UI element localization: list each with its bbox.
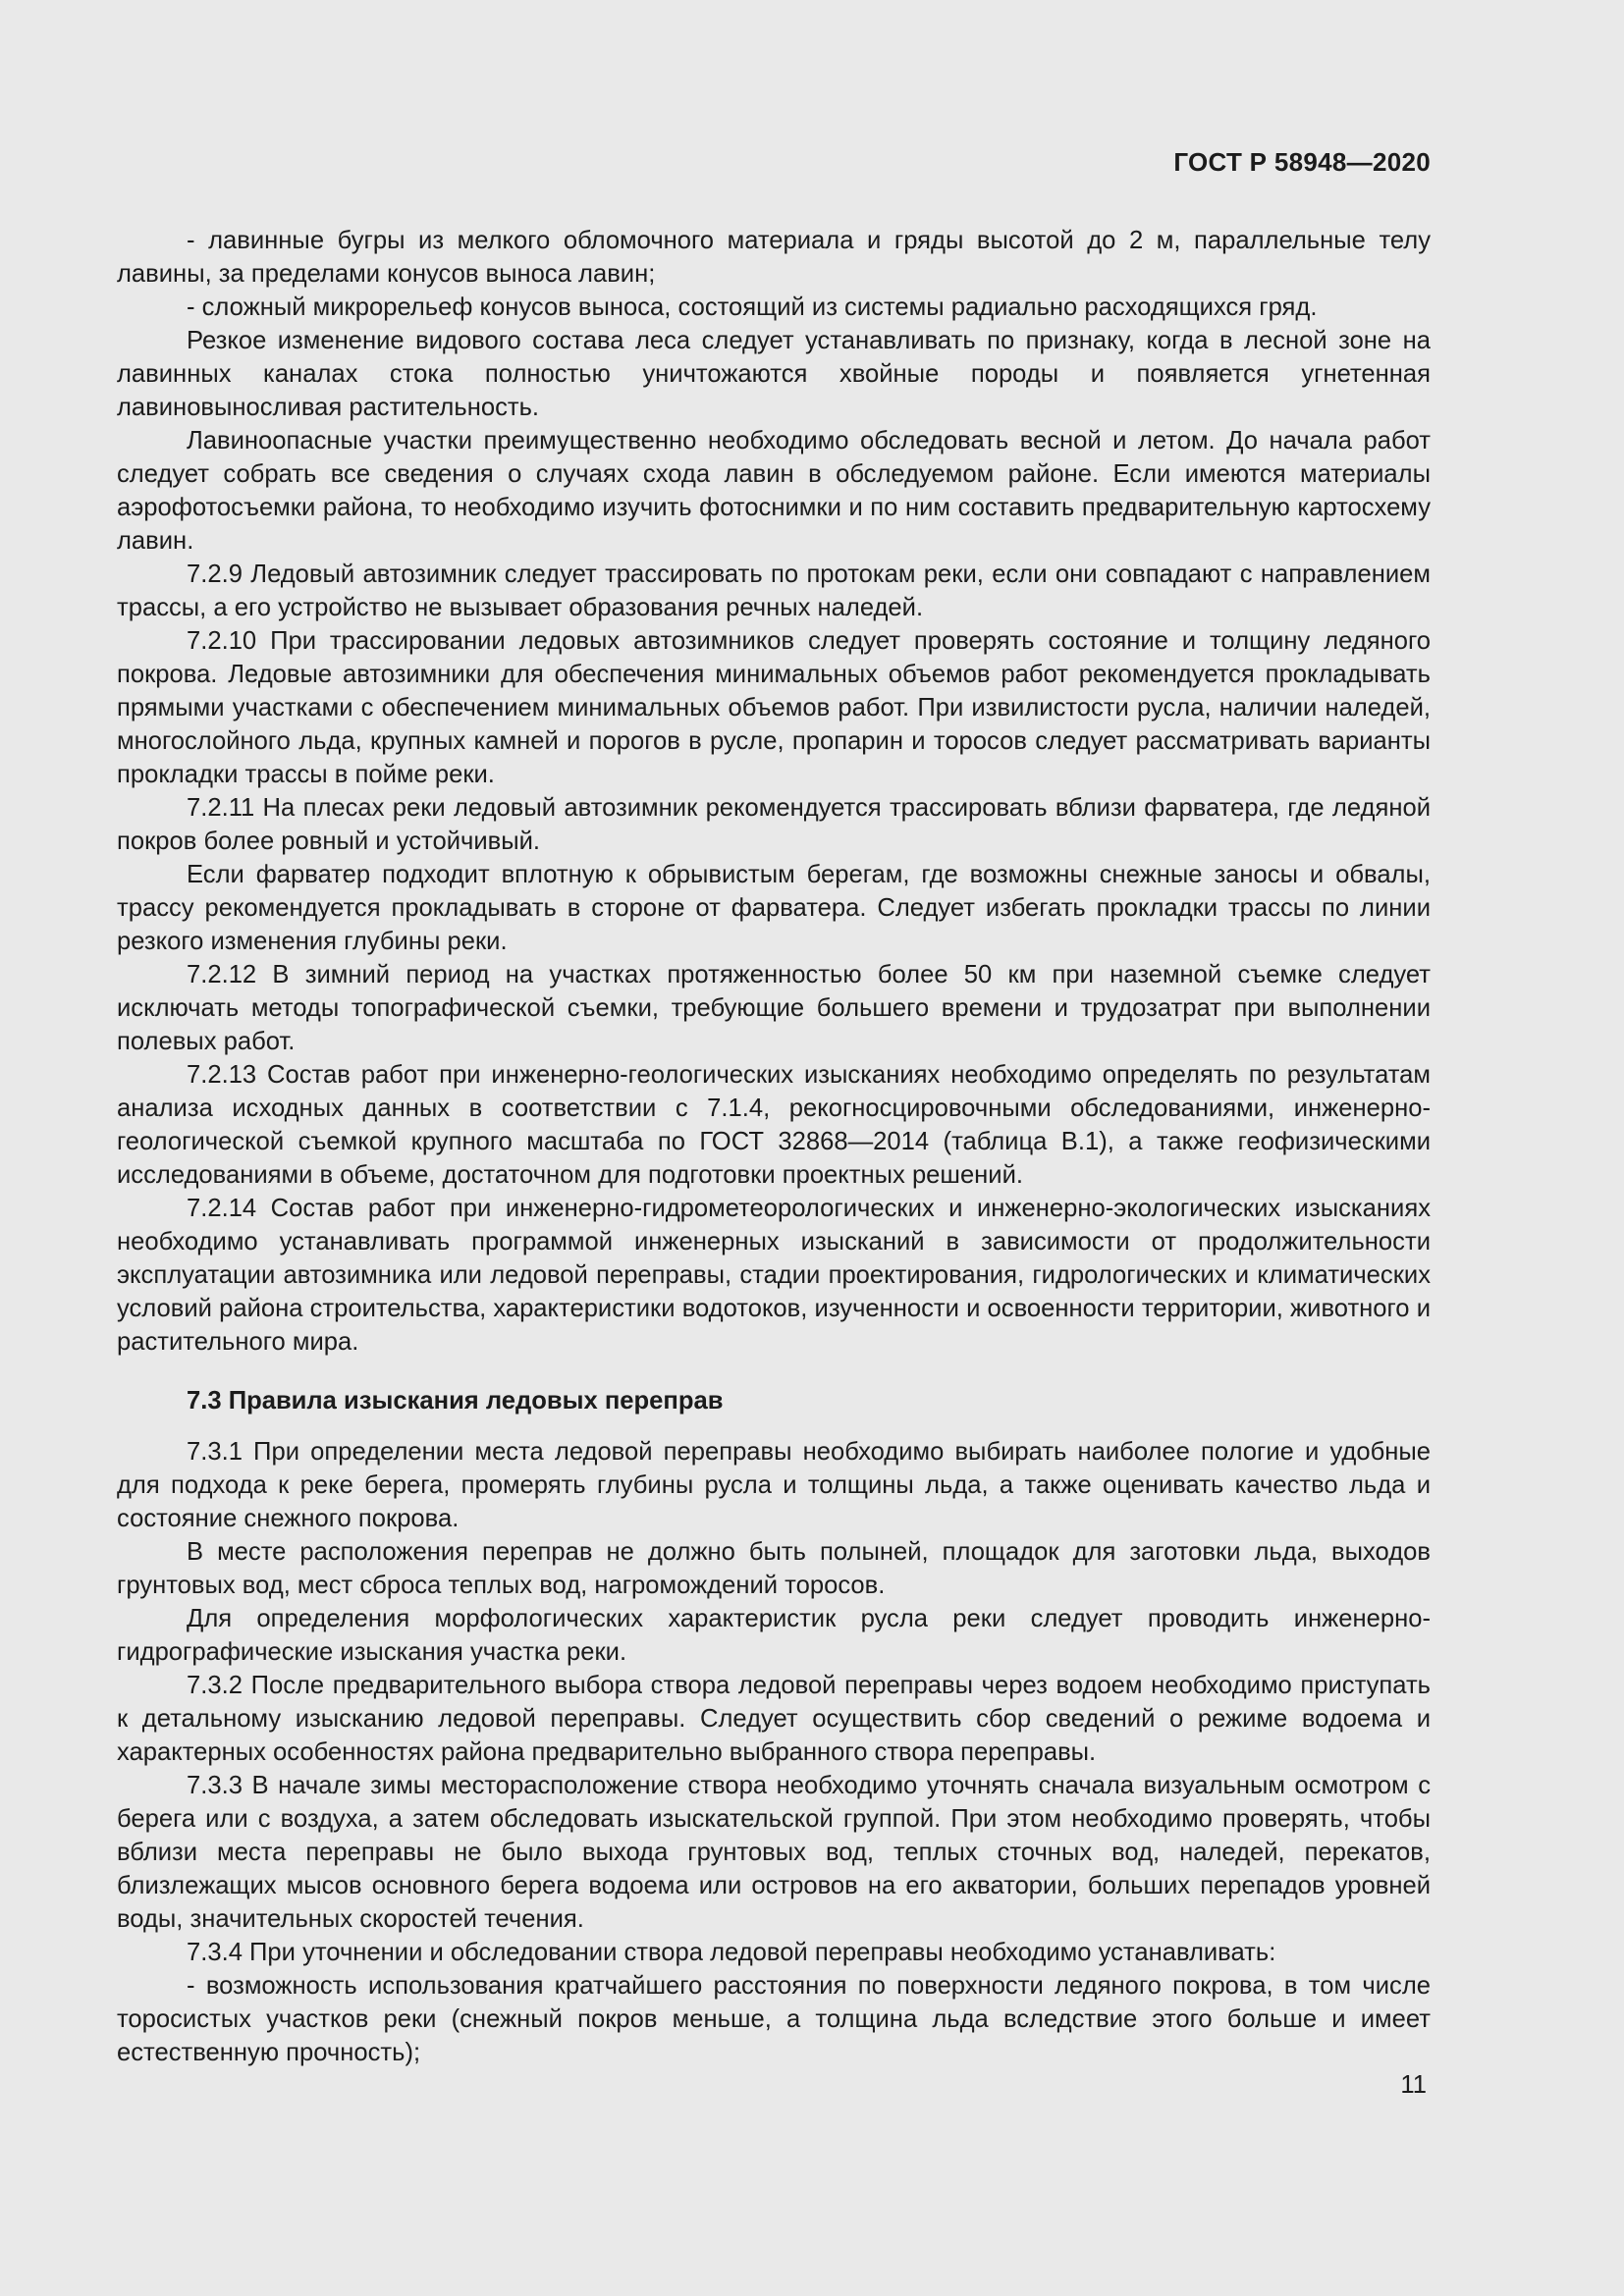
clause-7-2-12: 7.2.12 В зимний период на участках протяженностью более 50 км при наземной съемке следует исключать методы топографической съемки, требующие большего времени и трудозатрат при выполнении полевых работ. — [117, 961, 1431, 1055]
section-heading-7-3: 7.3 Правила изыскания ледовых переправ — [187, 1387, 724, 1415]
list-item-shortest-distance: - возможность использования кратчайшего расстояния по поверхности ледяного покрова, в том числе торосистых участков реки (снежный покров меньше, а толщина льда вследствие этого больше и имеет естественную прочность); — [117, 1972, 1431, 2066]
clause-7-3-3: 7.3.3 В начале зимы месторасположение створа необходимо уточнять сначала визуальным осмотром с берега или с воздуха, а затем обследовать изыскательской группой. При этом необходимо проверять, чтобы вблизи места переправы не было выхода грунтовых вод, теплых сточных вод, наледей, перекатов, близлежащих мысов основного берега водоема или островов на его акватории, больших перепадов уровней воды, значительных скоростей течения. — [117, 1772, 1431, 1933]
page-number: 11 — [1400, 2071, 1427, 2099]
document-header-standard-id: ГОСТ Р 58948—2020 — [1173, 147, 1431, 177]
clause-7-3-1: 7.3.1 При определении места ледовой переправы необходимо выбирать наиболее пологие и удобные для подхода к реке берега, промерять глубины русла и толщины льда, а также оценивать качество льда и состояние снежного покрова. — [117, 1438, 1431, 1532]
document-body — [117, 224, 1431, 2069]
clause-7-3-2: 7.3.2 После предварительного выбора створа ледовой переправы через водоем необходимо приступать к детальному изысканию ледовой переправы. Следует осуществить сбор сведений о режиме водоема и характерных особенностях района предварительно выбранного створа переправы. — [117, 1672, 1431, 1766]
clause-7-2-9: 7.2.9 Ледовый автозимник следует трассировать по протокам реки, если они совпадают с направлением трассы, а его устройство не вызывает образования речных наледей. — [117, 561, 1431, 621]
paragraph-morphology: Для определения морфологических характеристик русла реки следует проводить инженерно-гидрографические изыскания участка реки. — [117, 1605, 1431, 1666]
clause-7-3-4: 7.3.4 При уточнении и обследовании створа ледовой переправы необходимо устанавливать: — [187, 1939, 1276, 1966]
paragraph-fairway: Если фарватер подходит вплотную к обрывистым берегам, где возможны снежные заносы и обвалы, трассу рекомендуется прокладывать в стороне от фарватера. Следует избегать прокладки трассы по линии резкого изменения глубины реки. — [117, 861, 1431, 955]
paragraph-forest-change: Резкое изменение видового состава леса следует устанавливать по признаку, когда в лесной зоне на лавинных каналах стока полностью уничтожаются хвойные породы и появляется угнетенная лавиновыносливая растительность. — [117, 327, 1431, 421]
clause-7-2-10: 7.2.10 При трассировании ледовых автозимников следует проверять состояние и толщину ледяного покрова. Ледовые автозимники для обеспечения минимальных объемов работ рекомендуется прокладывать прямыми участками с обеспечением минимальных объемов работ. При извилистости русла, наличии наледей, многослойного льда, крупных камней и порогов в русле, пропарин и торосов следует рассматривать варианты прокладки трассы в пойме реки. — [117, 627, 1431, 788]
list-item-avalanche-mounds: - лавинные бугры из мелкого обломочного материала и гряды высотой до 2 м, параллельные телу лавины, за пределами конусов выноса лавин; — [117, 227, 1431, 288]
clause-7-2-11: 7.2.11 На плесах реки ледовый автозимник рекомендуется трассировать вблизи фарватера, где ледяной покров более ровный и устойчивый. — [117, 794, 1431, 855]
paragraph-avalanche-survey: Лавиноопасные участки преимущественно необходимо обследовать весной и летом. До начала работ следует собрать все сведения о случаях схода лавин в обследуемом районе. Если имеются материалы аэрофотосъемки района, то необходимо изучить фотоснимки и по ним составить предварительную картосхему лавин. — [117, 427, 1431, 555]
paragraph-crossing-restrictions: В месте расположения переправ не должно быть полыней, площадок для заготовки льда, выходов грунтовых вод, мест сброса теплых вод, нагромождений торосов. — [117, 1538, 1431, 1599]
clause-7-2-13: 7.2.13 Состав работ при инженерно-геологических изысканиях необходимо определять по результатам анализа исходных данных в соответствии с 7.1.4, рекогносцировочными обследованиями, инженерно-геологической съемкой крупного масштаба по ГОСТ 32868—2014 (таблица В.1), а также геофизическими исследованиями в объеме, достаточном для подготовки проектных решений. — [117, 1061, 1431, 1189]
list-item-microrelief: - сложный микрорельеф конусов выноса, состоящий из системы радиально расходящихся гряд. — [187, 294, 1318, 321]
clause-7-2-14: 7.2.14 Состав работ при инженерно-гидрометеорологических и инженерно-экологических изысканиях необходимо устанавливать программой инженерных изысканий в зависимости от продолжительности эксплуатации автозимника или ледовой переправы, стадии проектирования, гидрологических и климатических условий района строительства, характеристики водотоков, изученности и освоенности территории, животного и растительного мира. — [117, 1195, 1431, 1356]
